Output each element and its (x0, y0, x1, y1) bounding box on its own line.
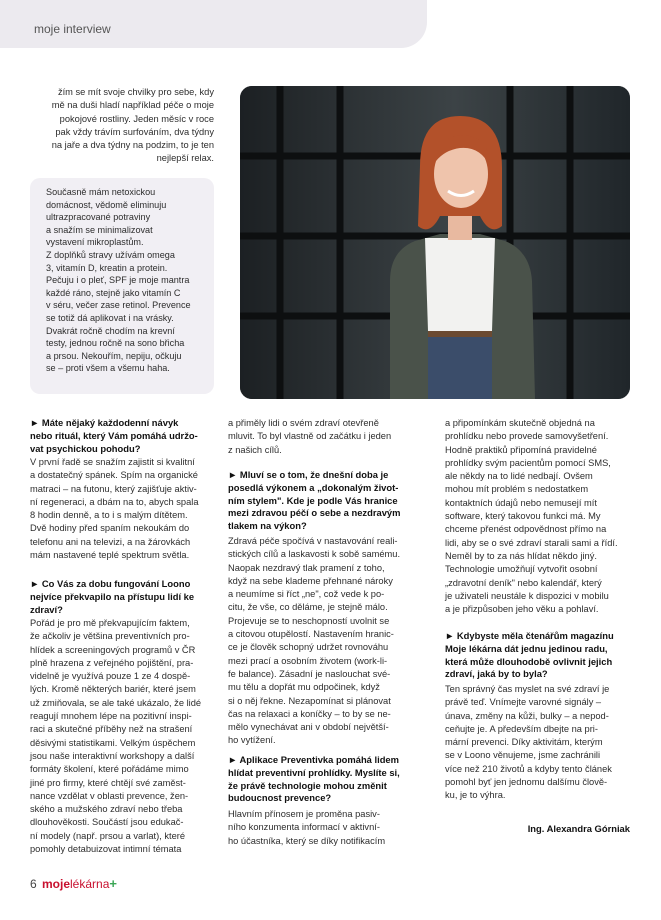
text-line: Pečuju i o pleť, SPF je moje mantra (46, 275, 190, 286)
text-line: ního konzumenta informací v aktivní- (228, 822, 380, 833)
text-line: vat psychickou pohodu? (30, 442, 141, 454)
answer-performance (228, 535, 422, 748)
text-line: a dostatečný spánek. Spím na organické (30, 470, 198, 481)
text-line: děsivými statistikami. Velkým úspěchem (30, 737, 196, 748)
text-line: už zmiňovala, se ale také ukázalo, že lidé (30, 697, 202, 708)
page-number: 6 (30, 877, 37, 891)
text-line: Hlavním přínosem je proměna pasiv- (228, 809, 380, 819)
text-line: ale někdy na to lidé nedbají. Ovšem (445, 471, 593, 482)
text-line: Dvakrát ročně chodím na krevní (46, 325, 175, 336)
text-line: pak vždy trávím surfováním, dva týdny (55, 126, 214, 137)
text-line: z našich cílů. (228, 444, 282, 455)
text-line: hlídat preventivní prohlídky. Myslíte si, (228, 766, 400, 778)
text-line: 8 hodin denně, a to i s malým dítětem. (30, 510, 188, 521)
text-line: když na sebe klademe přehnané nároky (228, 575, 393, 586)
text-line: Pořád je pro mě překvapujícím faktem, (30, 618, 190, 628)
text-line: pomohl byť jen jednomu dalšímu člově- (445, 777, 608, 788)
logo-text-moje: moje (42, 877, 71, 891)
author-signature: Ing. Alexandra Górniak (527, 823, 630, 834)
text-line: Z doplňků stravy užívám omega (46, 249, 175, 260)
section-label: moje interview (34, 22, 111, 36)
text-line: která může dlouhodobě ovlivnit jejich (445, 655, 613, 667)
text-line: čas na relaxaci a koníčky – to by se ne- (228, 708, 391, 719)
text-line: hlídek a screeningových programů v ČR (30, 644, 196, 655)
answer-daily-ritual (30, 456, 216, 562)
plus-icon: + (109, 876, 117, 891)
text-line: telefonu ani na televizi, a na žárovkách (30, 536, 191, 547)
text-line: videlně je využívá pouze 1 ze 4 dospě- (30, 671, 191, 682)
sidebar-text (46, 186, 206, 375)
text-line: prohlídky svým pacientům pomocí SMS, (445, 457, 611, 468)
text-line: ► Kdybyste měla čtenářům magazínu (445, 630, 614, 641)
text-line: V první řadě se snažím zajistit si kvalitní (30, 457, 195, 467)
text-line: ním stylem". Kde je podle Vás hranice (228, 494, 398, 506)
text-line: Ten správný čas myslet na své zdraví je (445, 684, 610, 694)
text-line: testy, jednou ročně na sono břicha (46, 338, 185, 349)
text-line: ho účastníka, který se díky notifikacím (228, 835, 386, 846)
text-line: mezi zdravou péčí o sebe a nezdravým (228, 507, 401, 519)
text-line: a připomínkám skutečně objedná na (445, 418, 595, 428)
text-line: raci a skutečné příběhy než na strašení (30, 724, 193, 735)
text-line: ► Aplikace Preventivka pomáhá lidem (228, 754, 399, 765)
text-line: Zdravá péče spočívá v nastavování reali- (228, 536, 398, 546)
text-line: ► Máte nějaký každodenní návyk (30, 417, 179, 428)
text-line: a citovou otupělostí. Nastavením hranic- (228, 629, 394, 640)
answer-preventivka (228, 808, 422, 848)
text-line: se totiž dá aplikovat i na vrásky. (46, 312, 174, 323)
text-line: zdraví, jaká by to byla? (445, 668, 548, 680)
text-line: citu, že vše, co děláme, je stejně málo. (228, 602, 388, 613)
text-line: Hodně praktiků připomíná pravidelné (445, 444, 597, 455)
text-line: pomohly detabuizovat intimní témata (30, 844, 182, 855)
question-preventivka (228, 754, 422, 805)
text-line: mě na duši hladí například péče o moje (51, 100, 214, 111)
text-line: reagují mnohem lépe na pozitivní inspi- (30, 711, 192, 722)
text-line: se – proti všem a všemu haha. (46, 363, 170, 374)
answer-preventivka-continued (445, 417, 630, 616)
section-header-tab (0, 0, 427, 48)
text-line: mární prevenci. Díky aktivitám, kterým (445, 737, 603, 748)
text-line: dlouhověkosti. Součástí jsou edukač- (30, 817, 184, 828)
text-line: prohlídku nebo provede samovyšetření. (445, 431, 609, 442)
answer-continued (228, 417, 422, 457)
text-line: mu tělu a dopřát mu odpočinek, když (228, 682, 380, 693)
text-line: a je přizpůsoben jeho věku a pohlaví. (445, 604, 599, 615)
text-line: jsou naše interaktivní workshopy a další (30, 750, 195, 761)
text-line: ce je člověk schopný udržet rovnováhu (228, 642, 389, 653)
text-line: formáty školení, které pořádáme mimo (30, 764, 189, 775)
text-line: ského a mužského zdraví nebo třeba (30, 804, 183, 815)
text-line: matraci – na futonu, který zajišťuje aktiv- (30, 483, 197, 494)
text-line: nance vzdělat v oblasti prevence, žen- (30, 790, 189, 801)
text-line: tlakem na výkon? (228, 520, 307, 532)
text-line: lých. Kromě některých bariér, které jsem (30, 684, 196, 695)
text-line: ku, je to výhra. (445, 790, 506, 801)
answer-loono-surprise (30, 617, 216, 856)
text-line: a prsou. Nekouřím, nepiju, očkuju (46, 350, 182, 361)
text-line: se v Loono věnujeme, jsme zachránili (445, 750, 601, 761)
text-line: stických cílů a laskavosti k sobě samému. (228, 549, 401, 560)
text-line: mluvit. To byl vlastně od začátku i jeden (228, 431, 392, 442)
text-line: Naopak nezdravý tlak pramení z toho, (228, 562, 385, 573)
text-line: a neumíme si říct „ne", což vede k po- (228, 589, 385, 600)
answer-one-advice (445, 683, 630, 803)
text-line: že právě technologie mohou změnit (228, 779, 387, 791)
text-line: Technologie umožňují vytvořit osobní (445, 564, 598, 575)
text-line: na jaře a dva týdny na podzim, to je ten (51, 140, 214, 151)
text-line: plně hrazena z veřejného pojištění, pra- (30, 657, 194, 668)
text-line: budoucnost prevence? (228, 792, 332, 804)
text-line: mezi prací a osobním životem (work-li- (228, 655, 388, 666)
text-line: domácnost, vědomě eliminuju (46, 199, 167, 210)
text-line: si o něj řekne. Nezapomínat si plánovat (228, 695, 391, 706)
text-line: fe balance). Zásadní je naslouchat své- (228, 668, 391, 679)
text-line: nejlepší relax. (156, 153, 214, 164)
text-line: vystavení mikroplastům. (46, 237, 144, 248)
text-line: a přiměly lidi o svém zdraví otevřeně (228, 418, 379, 428)
intro-paragraph (30, 86, 214, 166)
text-line: mám nastavené teplé spektrum světla. (30, 550, 190, 561)
text-line: ní regeneraci, a dbám na to, abych spala (30, 496, 199, 507)
text-line: více než 210 životů a kdyby tento článek (445, 763, 612, 774)
text-line: žím se mít svoje chvilky pro sebe, kdy (57, 87, 214, 97)
text-line: ultrazpracované potraviny (46, 212, 151, 223)
magazine-logo (42, 876, 117, 891)
text-line: a snažím se minimalizovat (46, 224, 153, 235)
text-line: software, který takovou funkci má. My (445, 511, 601, 522)
text-line: je uživateli neustále k dispozici v mobilu (445, 590, 609, 601)
text-line: že ačkoliv je většina preventivních pro- (30, 631, 190, 642)
question-one-advice (445, 630, 630, 681)
question-performance (228, 469, 422, 533)
text-line: 3, vitamín D, kreatin a protein. (46, 262, 168, 273)
text-line: jiné pro firmy, které chtějí své zaměst- (30, 777, 186, 788)
text-line: „zdravotní deník" nebo kalendář, který (445, 577, 602, 588)
text-line: Dvě hodiny před spaním nekoukám do (30, 523, 190, 534)
text-line: ceňujte je. A především dbejte na pri- (445, 723, 598, 734)
text-line: kontaktních údajů nebo nemusejí mít (445, 497, 597, 508)
logo-text-lekarna: lékárna (70, 877, 110, 891)
text-line: nejvíce překvapilo na přístupu lidí ke (30, 590, 195, 602)
text-line: každé ráno, stejně jako vitamín C (46, 287, 181, 298)
text-line: chceme přenést odpovědnost přímo na (445, 524, 607, 535)
text-line: v séru, večer zase retinol. Prevence (46, 300, 191, 311)
text-line: ho vytížení. (228, 735, 276, 746)
text-line: nebo rituál, který Vám pomáhá udržo- (30, 429, 198, 441)
text-line: Moje lékárna dát jednu jedinou radu, (445, 642, 608, 654)
text-line: mohou mít problém s nedostatkem (445, 484, 589, 495)
text-line: únava, změny na kůži, bulky – a nepod- (445, 710, 609, 721)
text-line: ► Mluví se o tom, že dnešní doba je (228, 469, 389, 480)
portrait-photo (240, 86, 630, 399)
text-line: ► Co Vás za dobu fungování Loono (30, 578, 191, 589)
question-daily-ritual (30, 417, 216, 455)
text-line: Neměl by to za nás hlídat někdo jiný. (445, 550, 597, 561)
text-line: ní modely (např. prsou a varlat), které (30, 830, 186, 841)
text-line: mělo vynechávat ani v období největší- (228, 722, 389, 733)
question-loono-surprise (30, 578, 216, 616)
text-line: pokojové rostliny. Jeden měsíc v roce (59, 113, 214, 124)
text-line: posedlá výkonem a „dokonalým život- (228, 481, 399, 493)
text-line: právě teď. Vnímejte varovné signály – (445, 697, 602, 708)
text-line: Současně mám netoxickou (46, 187, 156, 197)
text-line: Projevuje se to neschopností uvolnit se (228, 615, 390, 626)
text-line: zdraví? (30, 603, 63, 615)
text-line: lidi, aby se o své zdraví starali sami a řídí. (445, 537, 618, 548)
